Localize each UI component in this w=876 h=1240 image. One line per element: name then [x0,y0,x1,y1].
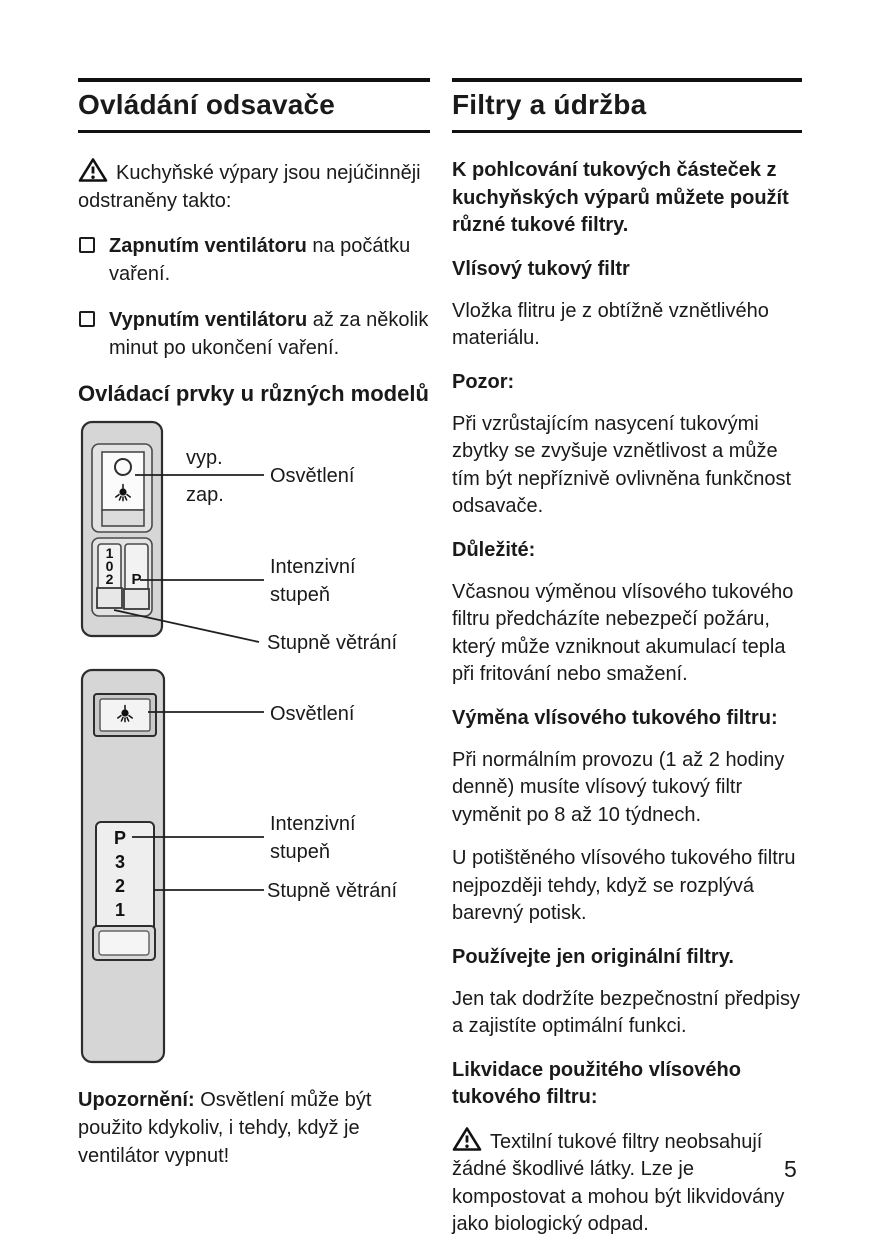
label-fan-speeds: Stupně větrání [267,632,398,654]
fan-speed-digit: 0 [105,558,114,574]
label-intensive-line2: stupeň [270,584,331,606]
label-lighting: Osvětlení [270,703,355,725]
original-filters-paragraph: Jen tak dodržíte bezpečnostní předpisy a zajistíte optimální funkci. [452,987,800,1037]
note-rest-text: Osvětlení může být použito kdykoliv, i tehdy, když je ventilátor vypnut! [78,1089,372,1167]
label-intensive-line1: Intenzivní [270,813,356,835]
warning-triangle-icon [452,1126,482,1152]
disposal-paragraph [452,1126,802,1239]
rocker-slider-bar [102,510,144,526]
fan-speed-knob [97,588,122,608]
label-zap: zap. [186,484,224,506]
note-bold-text: Upozornění: [78,1089,195,1111]
checkbox-bullet-icon [79,311,95,327]
level-label: P [113,828,127,848]
fan-speed-digit: 2 [105,571,114,587]
bullet-item-fan-on [78,232,430,288]
left-title-block [78,78,430,133]
original-filters-heading: Používejte jen originální filtry. [452,945,734,968]
bullet-rest-text: na počátku vaření. [109,235,411,285]
warning-triangle-icon [78,157,108,183]
bullet-bold-text: Vypnutím ventilátoru [109,309,308,331]
warning-exclamation-dot [91,176,94,179]
label-lighting: Osvětlení [270,465,355,487]
intro-text: Kuchyňské výpary jsou nejúčinněji odstraněny takto: [78,162,421,212]
note-paragraph [78,1086,430,1170]
intensive-knob [124,589,149,609]
caution-heading: Pozor: [452,370,515,393]
level-slider-knob-face [99,931,149,955]
right-section-title: Filtry a údržba [452,89,647,120]
bullet-bold-text: Zapnutím ventilátoru [109,235,307,257]
control-panel-diagram-1 [78,420,430,656]
bullet-item-fan-off [78,306,430,362]
important-heading: Důležité: [452,538,536,561]
label-vyp: vyp. [186,447,223,469]
level-label: 1 [114,900,126,920]
label-intensive-line2: stupeň [270,841,331,863]
disposal-text: Textilní tukové filtry neobsahují žádné škodlivé látky. Lze je kompostovat a mohou být likvidovány jako biologický odpad. [452,1130,785,1235]
caution-paragraph: Při vzrůstajícím nasycení tukovými zbytky se zvyšuje vznětlivost a může tím být nepříznivě ovlivněna funkčnost odsavače. [452,412,792,517]
level-label: 3 [114,852,126,872]
controls-subheading: Ovládací prvky u různých modelů [78,381,429,406]
replacement-heading: Výměna vlísového tukového filtru: [452,706,778,729]
right-column [452,78,802,1240]
filters-intro-paragraph: K pohlcování tukových částeček z kuchyňských výparů můžete použít různé tukové filtry. [452,159,789,236]
warning-exclamation-dot [465,1144,468,1147]
level-label: 2 [114,876,126,896]
replacement-paragraph-2: U potištěného vlísového tukového filtru nejpozději tehdy, když se rozplývá barevný potisk. [452,847,796,924]
intensive-p-label: P [131,571,142,588]
intro-paragraph [78,157,430,215]
important-paragraph: Včasnou výměnou vlísového tukového filtru předcházíte nebezpečí požáru, který může vzniknout akumulací tepla při fritování nebo smažení. [452,580,794,685]
disposal-heading: Likvidace použitého vlísového tukového filtru: [452,1058,741,1108]
control-panel-diagram-2 [78,668,430,1068]
right-title-block [452,78,802,133]
label-fan-speeds: Stupně větrání [267,880,398,902]
left-section-title: Ovládání odsavače [78,89,336,120]
left-column [78,78,430,1187]
fan-speed-digit: 1 [105,545,114,561]
label-intensive-line1: Intenzivní [270,556,356,578]
checkbox-bullet-icon [79,237,95,253]
fleece-filter-paragraph: Vložka flitru je z obtížně vznětlivého materiálu. [452,299,769,349]
replacement-paragraph-1: Při normálním provozu (1 až 2 hodiny denně) musíte vlísový tukový filtr vyměnit po 8 až 10 týdnech. [452,748,785,826]
fleece-filter-heading: Vlísový tukový filtr [452,257,630,280]
page-number: 5 [784,1156,797,1182]
bullet-rest-text: až za několik minut po ukončení vaření. [109,309,429,359]
